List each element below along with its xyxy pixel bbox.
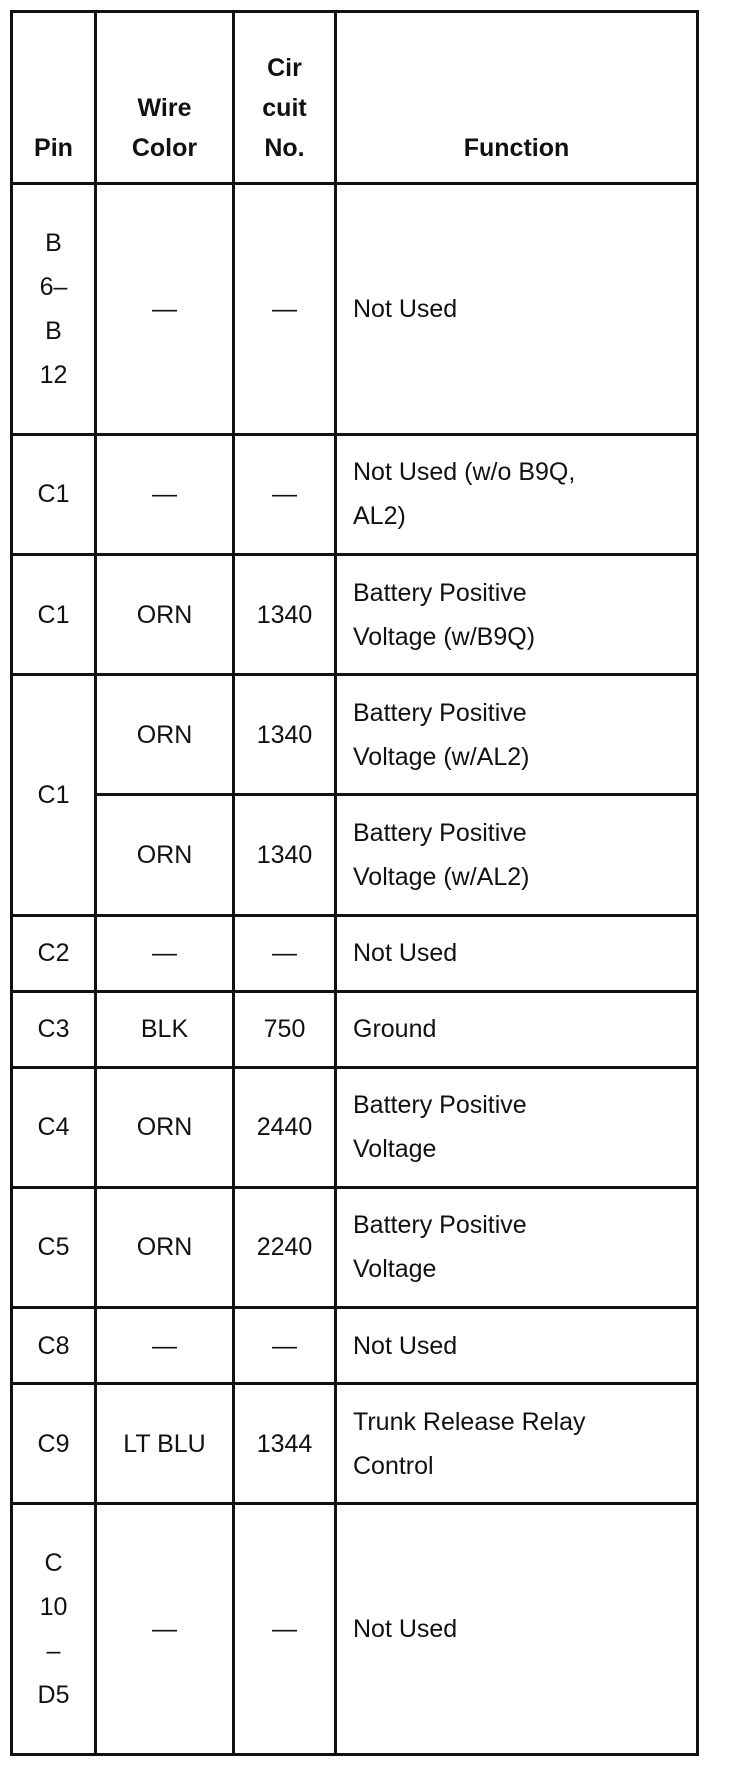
table-row xyxy=(12,915,698,991)
table-header-row xyxy=(12,12,698,184)
circuit-cell: — xyxy=(234,1308,336,1384)
pin-cell: C2 xyxy=(12,915,96,991)
circuit-cell: — xyxy=(234,184,336,435)
pin-cell: C8 xyxy=(12,1308,96,1384)
circuit-cell: — xyxy=(234,1504,336,1755)
function-cell: Not Used (w/o B9Q, AL2) xyxy=(336,434,698,554)
wire-color-cell: LT BLU xyxy=(96,1384,234,1504)
table-row xyxy=(12,1308,698,1384)
function-cell: Battery Positive Voltage (w/AL2) xyxy=(336,795,698,915)
pin-cell: C1 xyxy=(12,434,96,554)
function-cell: Battery Positive Voltage xyxy=(336,1187,698,1307)
table-row xyxy=(12,675,698,795)
wire-color-cell: — xyxy=(96,915,234,991)
circuit-cell: — xyxy=(234,915,336,991)
pin-cell: C9 xyxy=(12,1384,96,1504)
pin-cell: C 10 – D5 xyxy=(12,1504,96,1755)
header-pin: Pin xyxy=(12,12,96,184)
header-circuit-no: Cir cuit No. xyxy=(234,12,336,184)
pin-cell: B 6– B 12 xyxy=(12,184,96,435)
function-cell: Not Used xyxy=(336,1504,698,1755)
table-row xyxy=(12,1067,698,1187)
header-wire-color: Wire Color xyxy=(96,12,234,184)
table-row xyxy=(12,554,698,674)
circuit-cell: 1340 xyxy=(234,795,336,915)
wire-color-cell: — xyxy=(96,434,234,554)
table-row xyxy=(12,1187,698,1307)
function-cell: Not Used xyxy=(336,915,698,991)
function-cell: Ground xyxy=(336,991,698,1067)
pin-cell: C1 xyxy=(12,675,96,915)
wire-color-cell: — xyxy=(96,1504,234,1755)
function-cell: Battery Positive Voltage (w/B9Q) xyxy=(336,554,698,674)
function-cell: Battery Positive Voltage xyxy=(336,1067,698,1187)
wire-color-cell: — xyxy=(96,184,234,435)
circuit-cell: 750 xyxy=(234,991,336,1067)
circuit-cell: 1340 xyxy=(234,554,336,674)
header-function: Function xyxy=(336,12,698,184)
pin-cell: C1 xyxy=(12,554,96,674)
pin-cell: C5 xyxy=(12,1187,96,1307)
circuit-cell: 2240 xyxy=(234,1187,336,1307)
table-row xyxy=(12,991,698,1067)
table-row xyxy=(12,434,698,554)
table-row xyxy=(12,1504,698,1755)
wire-color-cell: BLK xyxy=(96,991,234,1067)
pin-cell: C4 xyxy=(12,1067,96,1187)
wire-color-cell: ORN xyxy=(96,675,234,795)
function-cell: Not Used xyxy=(336,1308,698,1384)
wire-color-cell: ORN xyxy=(96,1067,234,1187)
wire-color-cell: — xyxy=(96,1308,234,1384)
circuit-cell: 1340 xyxy=(234,675,336,795)
connector-pin-table xyxy=(10,10,699,1756)
function-cell: Trunk Release Relay Control xyxy=(336,1384,698,1504)
wire-color-cell: ORN xyxy=(96,554,234,674)
wire-color-cell: ORN xyxy=(96,795,234,915)
function-cell: Battery Positive Voltage (w/AL2) xyxy=(336,675,698,795)
circuit-cell: 1344 xyxy=(234,1384,336,1504)
circuit-cell: 2440 xyxy=(234,1067,336,1187)
wire-color-cell: ORN xyxy=(96,1187,234,1307)
table-row xyxy=(12,184,698,435)
circuit-cell: — xyxy=(234,434,336,554)
table-row xyxy=(12,1384,698,1504)
table-row xyxy=(12,795,698,915)
function-cell: Not Used xyxy=(336,184,698,435)
pin-cell: C3 xyxy=(12,991,96,1067)
